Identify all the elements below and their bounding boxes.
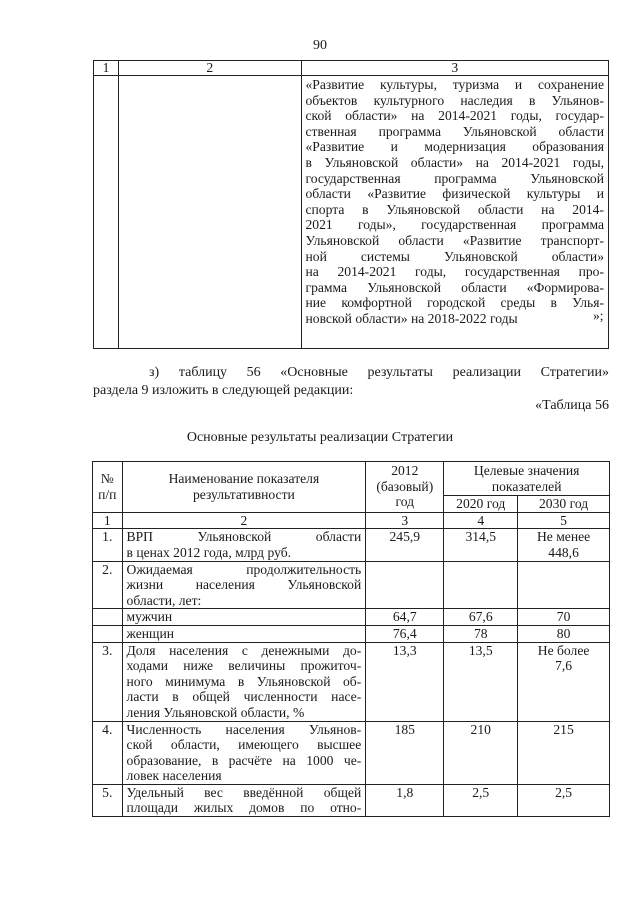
table-row [93, 784, 610, 816]
text-line: в Ульяновской области» на 2014-2021 годы, [305, 154, 604, 170]
text-line: спорта в Ульяновской области на 2014- [305, 201, 604, 217]
value-2030: Не менее 448,6 [518, 529, 610, 561]
col-number: 3 [366, 512, 444, 529]
indicator-name: Доля населения с денежными до- ходами ниже величины прожиточ- ного минимума в Ульяновской об- ласти в общей численности насе- ления Ульяновской области, % [122, 642, 366, 721]
text-line: ской области» на 2014-2021 годы, государ- [305, 108, 604, 124]
text-line: ственная программа Ульяновской области [305, 123, 604, 139]
col-header-2: 2 [118, 61, 301, 76]
row-num: 5. [93, 784, 123, 816]
value-2030: Не более 7,6 [518, 642, 610, 721]
row-num: 3. [93, 642, 123, 721]
text-line: грамма Ульяновской области «Формирова- [305, 279, 604, 295]
table-header-row [93, 462, 610, 496]
empty-cell [118, 76, 301, 349]
text-line: области «Развитие физической культуры и [305, 186, 604, 202]
base-value: 245,9 [366, 529, 444, 561]
header-target-values: Целевые значения показателей [444, 462, 610, 496]
base-value: 1,8 [366, 784, 444, 816]
table-title: Основные результаты реализации Стратегии [186, 430, 454, 445]
empty-cell [366, 561, 444, 609]
text-line: объектов культурного наследия в Ульянов- [305, 92, 604, 108]
word: 56 [246, 365, 261, 380]
base-value: 76,4 [366, 625, 444, 642]
text-line: «Развитие культуры, туризма и сохранение [305, 77, 604, 92]
base-value: 13,3 [366, 642, 444, 721]
value-2020: 314,5 [444, 529, 518, 561]
word: таблицу [178, 365, 228, 380]
word: реализации [452, 365, 521, 380]
table-header-row [94, 61, 609, 76]
table-row [94, 76, 609, 349]
paragraph-line: раздела 9 изложить в следующей редакции: [93, 383, 354, 398]
page-number: 90 [313, 38, 327, 53]
value-2020: 67,6 [444, 609, 518, 626]
text-line: Ульяновской области «Развитие транспорт- [305, 232, 604, 248]
base-value: 64,7 [366, 609, 444, 626]
table-row [93, 625, 610, 642]
table-row [93, 561, 610, 609]
closing-quote-mark: »; [593, 308, 604, 323]
continuation-table [93, 60, 609, 349]
value-2030: 2,5 [518, 784, 610, 816]
indicator-name: ВРП Ульяновской области в ценах 2012 года, млрд руб. [122, 529, 366, 561]
header-2030: 2030 год [518, 496, 610, 513]
value-2020: 210 [444, 721, 518, 784]
col-header-1: 1 [94, 61, 119, 76]
subindicator-men: мужчин [122, 609, 366, 626]
header-indicator: Наименование показателя результативности [122, 462, 366, 513]
value-2020: 78 [444, 625, 518, 642]
indicator-name: Численность населения Ульянов- ской области, имеющего высшее образование, в расчёте на 1000 че- ловек населения [122, 721, 366, 784]
value-2020: 2,5 [444, 784, 518, 816]
text-line: государственная программа Ульяновской [305, 170, 604, 186]
word: з) [149, 365, 160, 380]
value-2030: 80 [518, 625, 610, 642]
empty-cell [518, 561, 610, 609]
value-2020: 13,5 [444, 642, 518, 721]
paragraph-line [93, 364, 609, 382]
amendment-paragraph [93, 364, 609, 400]
col-number: 5 [518, 512, 610, 529]
results-table [92, 461, 610, 817]
word: «Основные [280, 365, 348, 380]
col-number: 1 [93, 512, 123, 529]
base-value: 185 [366, 721, 444, 784]
table-reference: «Таблица 56 [535, 398, 609, 413]
header-2020: 2020 год [444, 496, 518, 513]
text-line: новской области» на 2018-2022 годы [305, 310, 518, 326]
empty-cell [93, 625, 123, 642]
table-row [93, 642, 610, 721]
col-number: 4 [444, 512, 518, 529]
empty-cell [94, 76, 119, 349]
column-number-row [93, 512, 610, 529]
text-line: на 2014-2021 годы, государственная про- [305, 264, 604, 280]
indicator-name: Ожидаемая продолжительность жизни населения Ульяновской области, лет: [122, 561, 366, 609]
word: Стратегии» [540, 365, 609, 380]
indicator-name: Удельный вес введённой общей площади жилых домов по отно- [122, 784, 366, 816]
table-row [93, 721, 610, 784]
text-line: ние комфортной городской среды в Улья- [305, 295, 604, 311]
table-row [93, 609, 610, 626]
row-num: 4. [93, 721, 123, 784]
word: результаты [367, 365, 433, 380]
value-2030: 215 [518, 721, 610, 784]
col-header-3: 3 [301, 61, 609, 76]
text-line: ной системы Ульяновской области» [305, 248, 604, 264]
programs-cell [301, 76, 609, 349]
header-num: № п/п [93, 462, 123, 513]
subindicator-women: женщин [122, 625, 366, 642]
value-2030: 70 [518, 609, 610, 626]
row-num: 2. [93, 561, 123, 609]
header-base-year: 2012 (базовый) год [366, 462, 444, 513]
col-number: 2 [122, 512, 366, 529]
text-line: 2021 годы», государственная программа [305, 217, 604, 233]
row-num: 1. [93, 529, 123, 561]
text-line: «Развитие и модернизация образования [305, 139, 604, 155]
table-row [93, 529, 610, 561]
empty-cell [93, 609, 123, 626]
empty-cell [444, 561, 518, 609]
